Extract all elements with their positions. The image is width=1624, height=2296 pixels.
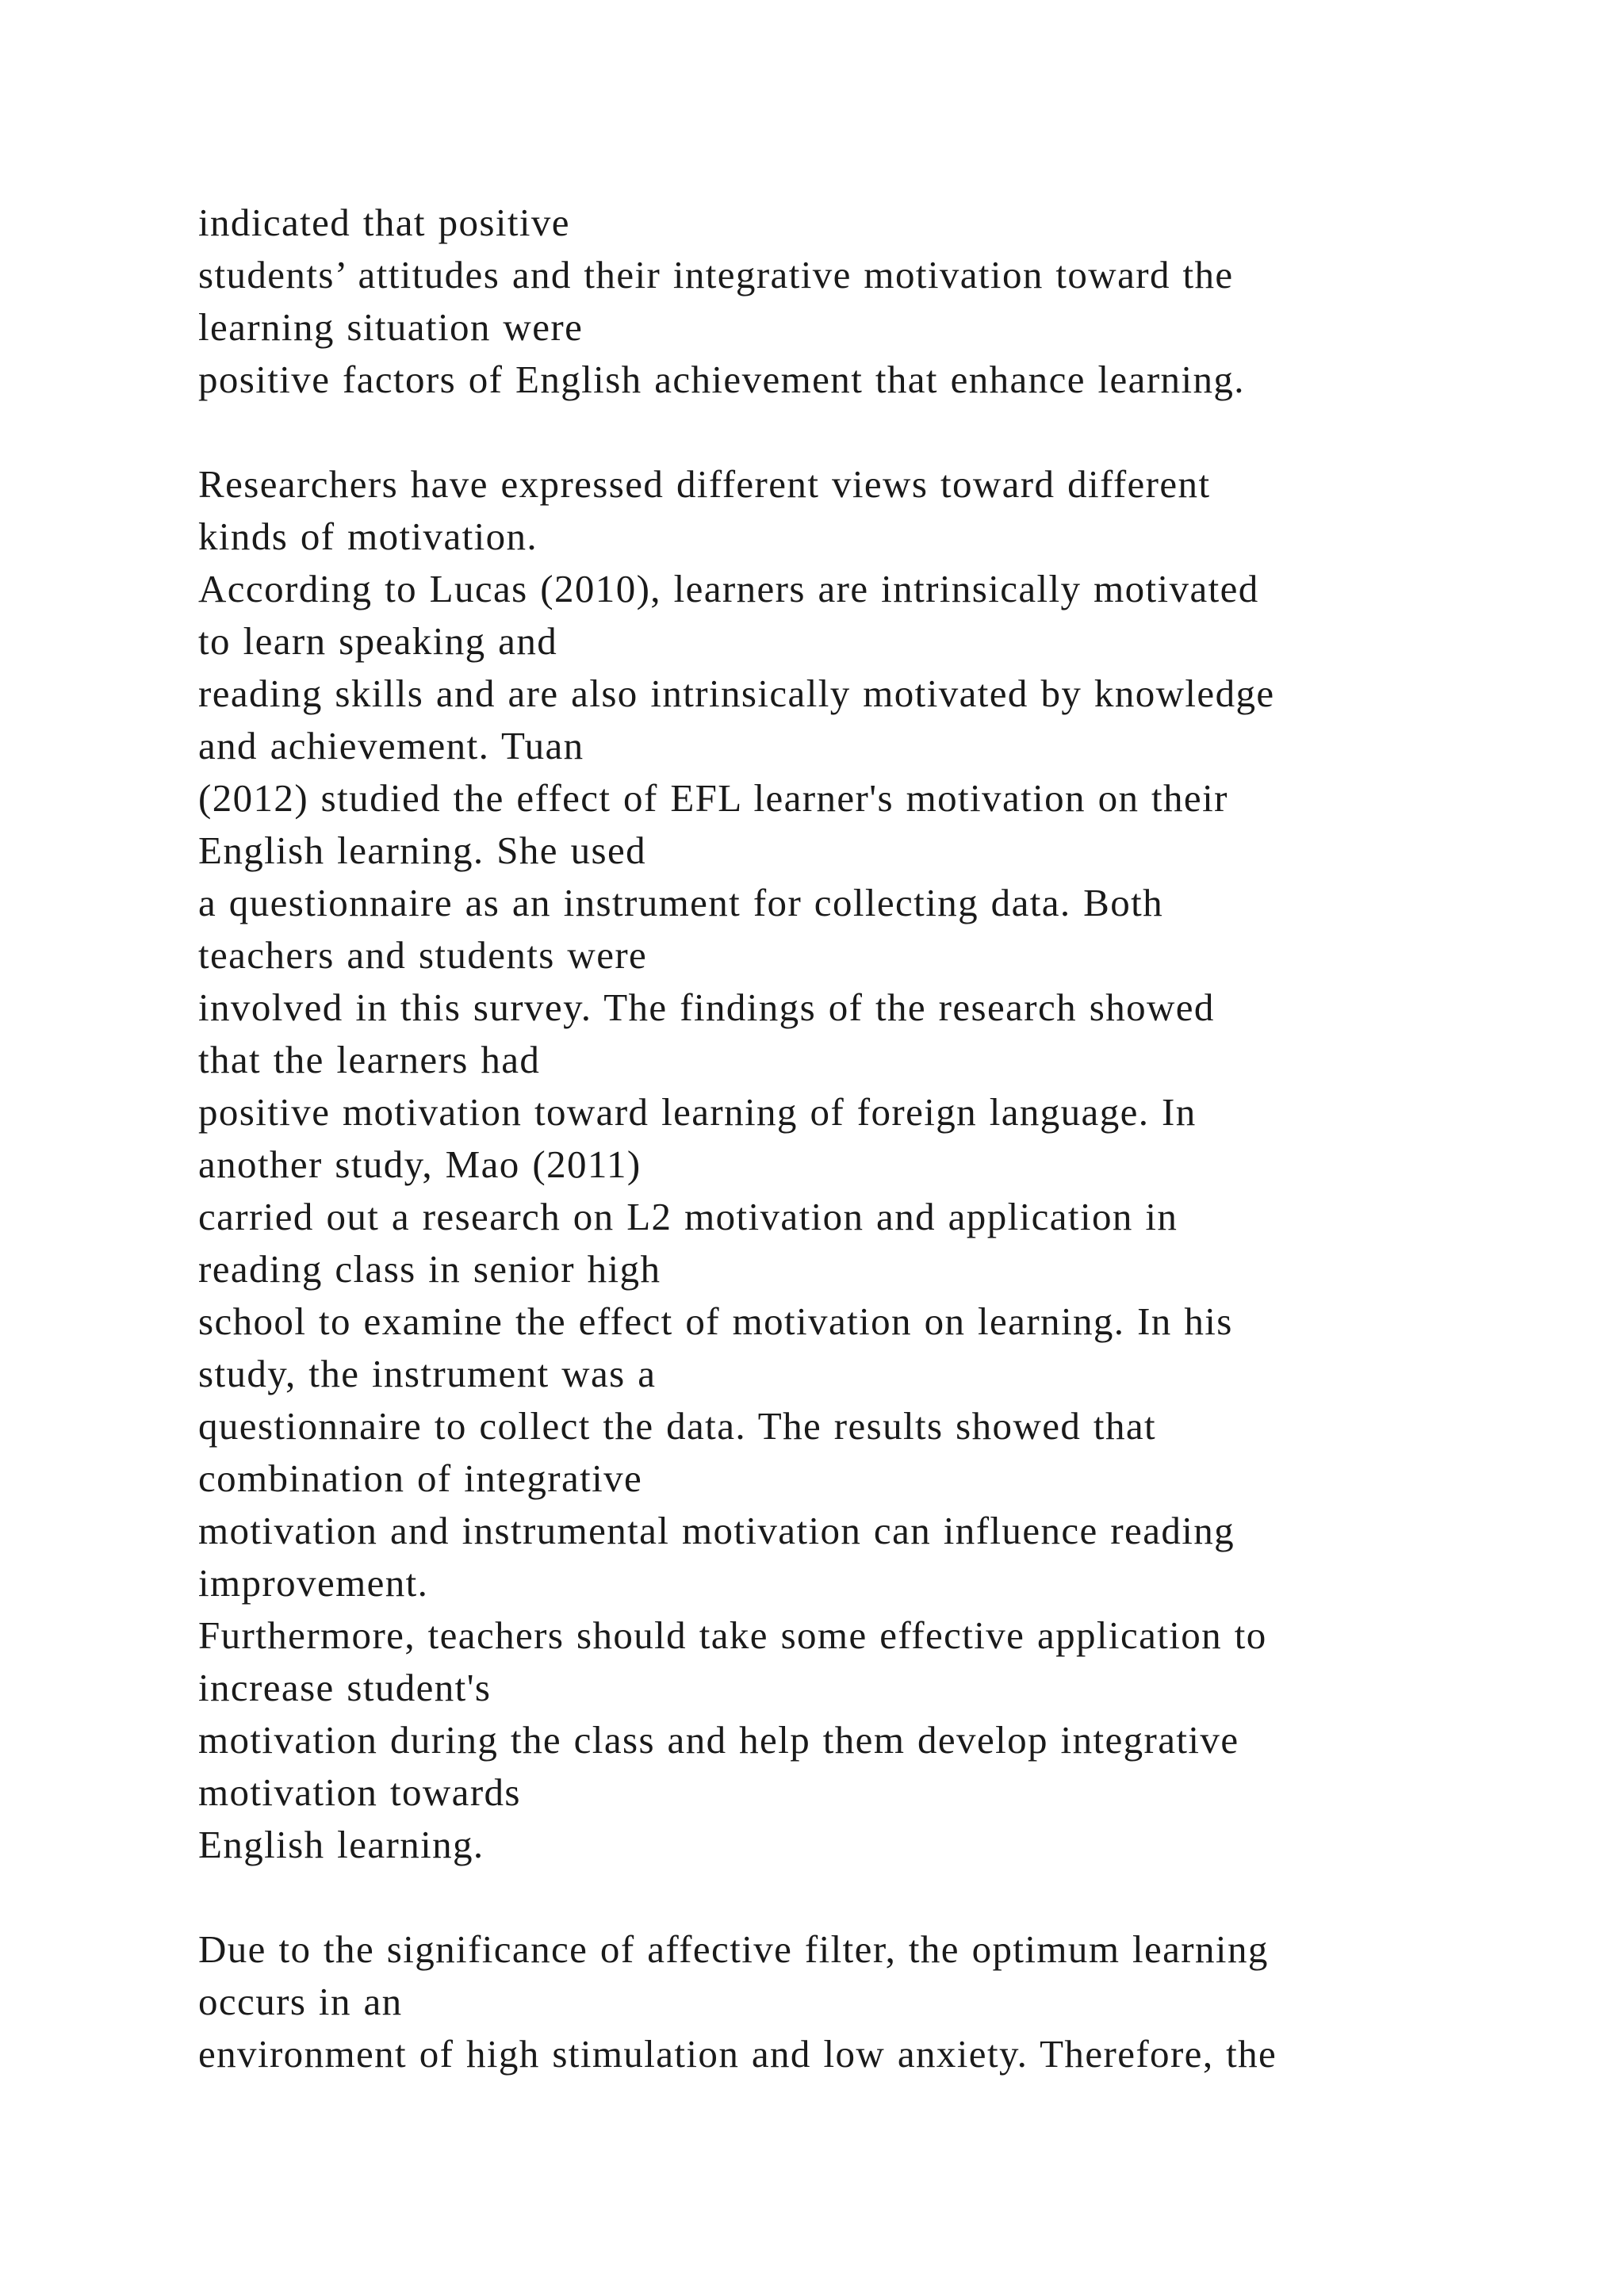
- text-line: that the learners had: [198, 1038, 541, 1081]
- text-line: another study, Mao (2011): [198, 1142, 642, 1186]
- text-line: indicated that positive: [198, 201, 570, 244]
- text-line: Researchers have expressed different views toward different: [198, 462, 1211, 506]
- text-line: and achievement. Tuan: [198, 724, 584, 767]
- paragraph-gap: [198, 406, 1594, 458]
- text-line: reading class in senior high: [198, 1247, 661, 1291]
- text-line: English learning. She used: [198, 828, 646, 872]
- text-line: occurs in an: [198, 1980, 403, 2023]
- text-line: increase student's: [198, 1666, 492, 1709]
- text-line: carried out a research on L2 motivation and application in: [198, 1195, 1178, 1238]
- text-line: reading skills and are also intrinsically motivated by knowledge: [198, 672, 1275, 715]
- text-line: (2012) studied the effect of EFL learner's motivation on their: [198, 776, 1228, 820]
- text-line: combination of integrative: [198, 1456, 643, 1500]
- text-line: school to examine the effect of motivation on learning. In his: [198, 1299, 1233, 1343]
- text-line: motivation and instrumental motivation can influence reading: [198, 1509, 1235, 1552]
- text-line: According to Lucas (2010), learners are intrinsically motivated: [198, 567, 1259, 610]
- text-line: to learn speaking and: [198, 619, 558, 663]
- text-line: positive motivation toward learning of foreign language. In: [198, 1090, 1197, 1134]
- text-line: positive factors of English achievement that enhance learning.: [198, 358, 1245, 401]
- text-line: Due to the significance of affective filter, the optimum learning: [198, 1927, 1269, 1971]
- text-line: English learning.: [198, 1823, 485, 1866]
- text-line: a questionnaire as an instrument for collecting data. Both: [198, 881, 1164, 924]
- text-line: environment of high stimulation and low anxiety. Therefore, the: [198, 2032, 1277, 2076]
- paragraph-gap: [198, 1871, 1594, 1923]
- text-line: questionnaire to collect the data. The results showed that: [198, 1404, 1157, 1448]
- text-line: students’ attitudes and their integrative motivation toward the: [198, 253, 1234, 297]
- text-line: involved in this survey. The findings of the research showed: [198, 985, 1215, 1029]
- text-line: teachers and students were: [198, 933, 648, 977]
- document-body: [198, 197, 1594, 2080]
- text-line: learning situation were: [198, 305, 584, 349]
- text-line: improvement.: [198, 1561, 429, 1605]
- text-line: motivation towards: [198, 1770, 521, 1814]
- text-line: motivation during the class and help them develop integrative: [198, 1718, 1239, 1762]
- text-line: kinds of motivation.: [198, 515, 538, 558]
- text-line: Furthermore, teachers should take some effective application to: [198, 1613, 1267, 1657]
- text-line: study, the instrument was a: [198, 1352, 657, 1395]
